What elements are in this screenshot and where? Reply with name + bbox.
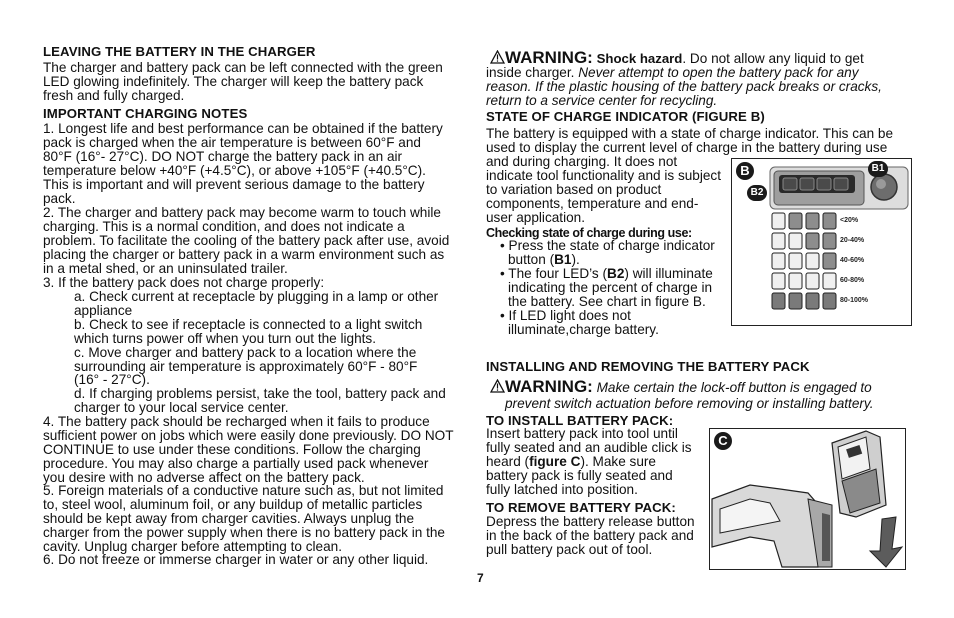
- text-line: fresh and fully charged.: [43, 87, 185, 103]
- text-line: temperature below +40°F (+4.5°C), or above +105°F (+40.5°C).: [43, 162, 426, 178]
- chart-led: [772, 253, 785, 269]
- led-3: [817, 178, 831, 190]
- heading-leaving-battery: LEAVING THE BATTERY IN THE CHARGER: [43, 44, 316, 59]
- warning-word: WARNING:: [505, 48, 593, 67]
- warning-shock: [490, 50, 864, 66]
- bullet3-line1: • If LED light does not: [500, 308, 631, 323]
- chart-level-label: 40-60%: [840, 257, 865, 264]
- para-leaving-battery: [43, 61, 443, 103]
- bullet-press-button: [500, 239, 715, 267]
- text-line: in a metal shed, or an uninsulated trailer.: [43, 260, 288, 276]
- text-line: pull battery pack out of tool.: [486, 541, 653, 557]
- text-line: you desire with no adverse affect on the battery pack.: [43, 469, 365, 485]
- note-5: [43, 484, 445, 554]
- text-line: CONTINUE to use under these conditions. Follow the charging: [43, 441, 421, 457]
- figure-b-label: B: [736, 162, 754, 180]
- text-line: battery pack is fully seated and: [486, 467, 673, 483]
- text-line: should be kept away from charger cavities. Always unplug the: [43, 510, 415, 526]
- warning-triangle-icon: [490, 50, 505, 64]
- insert-arrow-icon: [870, 517, 902, 567]
- chart-led: [806, 213, 819, 229]
- text-line: sufficient power on jobs which were easily done previously. DO NOT: [43, 427, 454, 443]
- text-line: used to display the current level of charge in the battery during use: [486, 139, 888, 155]
- shock-hazard-label: Shock hazard: [596, 51, 683, 66]
- led-chart: [772, 213, 836, 309]
- text-line: the battery. See chart in figure B.: [508, 293, 706, 309]
- text-line: and during charging. It does not: [486, 154, 678, 169]
- chart-led: [772, 293, 785, 309]
- bullet-no-led: [500, 309, 659, 337]
- text-line: c. Move charger and battery pack to a location where the: [74, 344, 417, 360]
- heading-remove-pack: TO REMOVE BATTERY PACK:: [486, 500, 676, 515]
- text-line: procedure. You may also charge a partially used pack whenever: [43, 455, 429, 471]
- install-para: [486, 427, 692, 497]
- warning1-line2: [486, 66, 859, 80]
- note-1: [43, 122, 443, 205]
- warning-word: WARNING:: [505, 377, 593, 396]
- text-line: components, temperature and end-: [486, 195, 699, 211]
- note-3-sublist: [43, 290, 446, 415]
- text-line: d. If charging problems persist, take the tool, battery pack and: [74, 386, 446, 402]
- text-line: LED glowing indefinitely. The charger will keep the battery pack: [43, 73, 424, 89]
- tool-slot: [822, 513, 830, 561]
- state-para-full: [486, 127, 893, 155]
- chart-level-label: 60-80%: [840, 277, 865, 284]
- bullet-four-leds: [500, 267, 713, 309]
- text-line: b. Check to see if receptacle is connected to a light switch: [74, 316, 423, 332]
- chart-led: [823, 253, 836, 269]
- text-line: The battery is equipped with a state of charge indicator. This can be: [486, 126, 894, 141]
- figure-c-ref: figure C: [529, 453, 581, 469]
- text-line: problem. To facilitate the cooling of the battery pack after use, avoid: [43, 232, 450, 248]
- bullet1-line1: • Press the state of charge indicator: [500, 238, 715, 253]
- text-line: in the back of the battery pack and: [486, 527, 694, 543]
- chart-led: [823, 233, 836, 249]
- heading-install-pack: TO INSTALL BATTERY PACK:: [486, 413, 674, 428]
- text-line: placing the charger or battery pack in a warm environment such as: [43, 246, 445, 262]
- b1-callout: B1: [868, 161, 888, 177]
- chart-led: [789, 233, 802, 249]
- warning2-italic-first: Make certain the lock-off button is engaged to: [596, 380, 872, 395]
- text-line: charger from the power supply when there is no battery pack in the: [43, 524, 445, 540]
- text-line: 5. Foreign materials of a conductive nature such as, but not limited: [43, 483, 444, 498]
- b1-ref: B1: [554, 251, 572, 267]
- text-line: 2. The charger and battery pack may become warm to touch while: [43, 205, 441, 220]
- note-2: [43, 206, 449, 276]
- chart-led: [789, 293, 802, 309]
- state-para-narrow: [486, 155, 721, 225]
- led-2: [800, 178, 814, 190]
- heading-checking-state: Checking state of charge during use:: [486, 226, 692, 240]
- text-line: indicating the percent of charge in: [508, 279, 713, 295]
- heading-charging-notes: IMPORTANT CHARGING NOTES: [43, 106, 248, 121]
- text-line: pack is charged when the air temperature is between 60°F and: [43, 134, 421, 150]
- chart-led: [806, 233, 819, 249]
- text-line: surrounding air temperature is approximately 60°F - 80°F: [74, 358, 418, 374]
- text-line: 3. If the battery pack does not charge properly:: [43, 275, 325, 290]
- note-6: [43, 553, 428, 567]
- figure-c-label: C: [714, 432, 732, 450]
- text-line: indicate tool functionality and is subject: [486, 167, 722, 183]
- chart-led: [789, 253, 802, 269]
- text-line: which turns power off when you turn out the lights.: [74, 330, 377, 346]
- text-line: charging. This is a normal condition, and does not indicate a: [43, 218, 405, 234]
- install-tail: ). Make sure: [580, 453, 656, 469]
- chart-led: [772, 273, 785, 289]
- b2-callout: B2: [747, 185, 767, 201]
- chart-led: [806, 273, 819, 289]
- text-line: a. Check current at receptacle by plugging in a lamp or other: [74, 289, 439, 304]
- chart-led: [789, 213, 802, 229]
- bullet1-line2: button (B1).: [508, 251, 580, 267]
- chart-level-label: 80-100%: [840, 297, 869, 304]
- text-line: charger to your local service center.: [74, 400, 289, 416]
- chart-led: [772, 233, 785, 249]
- text-line: 1. Longest life and best performance can be obtained if the battery: [43, 121, 443, 136]
- text-line: user application.: [486, 209, 585, 225]
- remove-para: [486, 515, 695, 557]
- install-line-1: Insert battery pack into tool until: [486, 426, 678, 441]
- text-line: to variation based on product: [486, 181, 662, 197]
- page-number: 7: [477, 571, 484, 585]
- install-line-2: fully seated and an audible click is: [486, 439, 692, 455]
- chart-level-label: <20%: [840, 217, 859, 224]
- heading-installing-removing: INSTALLING AND REMOVING THE BATTERY PACK: [486, 359, 810, 374]
- text-line: (16° - 27°C).: [74, 372, 150, 388]
- chart-led: [823, 273, 836, 289]
- note-4: [43, 415, 454, 485]
- text-line: 80°F (16°- 27°C). DO NOT charge the battery pack in an air: [43, 148, 403, 164]
- warning1-text: . Do not allow any liquid to get: [682, 51, 864, 66]
- text-line: to, steel wool, aluminum foil, or any buildup of metallic particles: [43, 496, 423, 512]
- b1-end: ).: [571, 251, 580, 267]
- text-line: 4. The battery pack should be recharged when it fails to produce: [43, 414, 430, 429]
- warning1-italic-rest: [486, 80, 882, 108]
- text-line: fully latched into position.: [486, 481, 638, 497]
- heading-state-of-charge: STATE OF CHARGE INDICATOR (FIGURE B): [486, 109, 765, 124]
- install-line-3: heard (figure C). Make sure: [486, 453, 656, 469]
- text-line: appliance: [74, 302, 133, 318]
- warning-triangle-icon: [490, 379, 505, 393]
- bullet2-line1: [500, 267, 713, 281]
- warning-lockoff: [490, 379, 872, 395]
- warning2-italic-second: prevent switch actuation before removing or installing battery.: [505, 396, 874, 411]
- chart-led: [823, 293, 836, 309]
- text-line: 6. Do not freeze or immerse charger in water or any other liquid.: [43, 552, 429, 567]
- chart-led: [806, 293, 819, 309]
- text-line: pack.: [43, 190, 76, 206]
- led-1: [783, 178, 797, 190]
- bullet2-rest: [500, 281, 713, 309]
- figure-b-drawing: [732, 159, 911, 325]
- figure-c: [709, 428, 906, 570]
- figure-b: [731, 158, 912, 326]
- install-rest: [486, 469, 692, 497]
- b2-post: ) will illuminate: [624, 266, 713, 281]
- chart-led: [789, 273, 802, 289]
- chart-led: [772, 213, 785, 229]
- text-line: This is important and will prevent serious damage to the battery: [43, 176, 425, 192]
- bullet3-line2: illuminate,charge battery.: [508, 321, 659, 337]
- text-line: reason. If the plastic housing of the battery pack breaks or cracks,: [486, 79, 882, 94]
- b2-ref: B2: [607, 266, 625, 281]
- led-4: [834, 178, 848, 190]
- chart-led: [806, 253, 819, 269]
- note-3: [43, 276, 324, 290]
- button-highlight: [876, 179, 886, 189]
- figure-c-drawing: [710, 429, 905, 569]
- text-line: Depress the battery release button: [486, 514, 695, 529]
- text-line: return to a service center for recycling.: [486, 92, 718, 108]
- text-line: The charger and battery pack can be left connected with the green: [43, 60, 443, 75]
- warning1-italic-first: Never attempt to open the battery pack for any: [578, 65, 859, 80]
- chart-level-label: 20-40%: [840, 237, 865, 244]
- warning1-line2-start: inside charger.: [486, 65, 575, 80]
- chart-led: [823, 213, 836, 229]
- b2-pre: • The four LED’s (: [500, 266, 608, 281]
- text-line: cavity. Unplug charger before attempting to clean.: [43, 538, 342, 554]
